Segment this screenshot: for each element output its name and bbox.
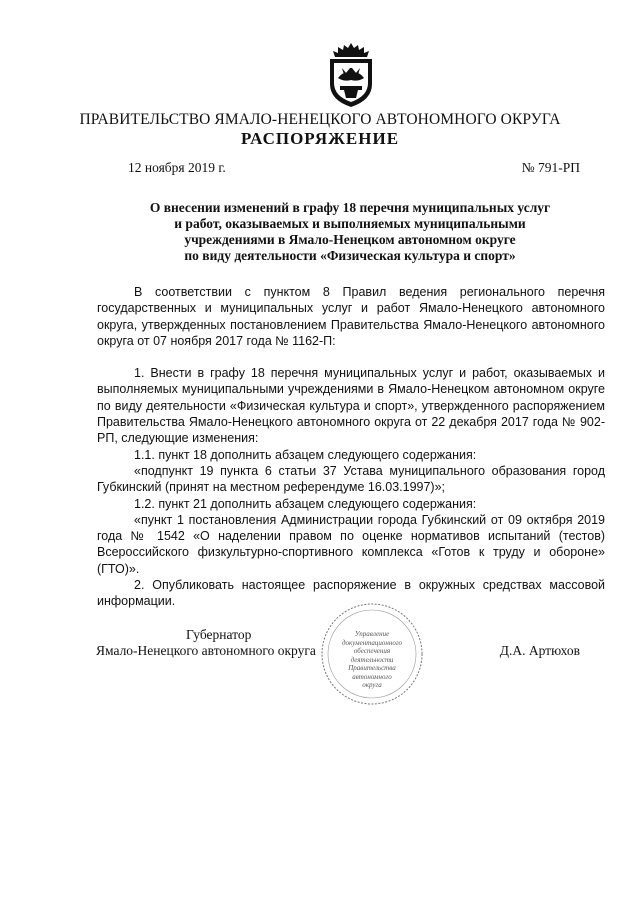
- stamp-line: автономного: [352, 672, 392, 681]
- document-date: 12 ноября 2019 г.: [128, 160, 226, 175]
- stamp-line: обеспечения: [353, 647, 391, 655]
- stamp-line: деятельности: [350, 655, 394, 664]
- document-body: [97, 284, 605, 610]
- subject-line: по виду деятельности «Физическая культура и спорт»: [184, 248, 516, 263]
- stamp-text: [318, 630, 426, 690]
- item-1-2-text-paragraph: «пункт 1 постановления Администрации города Губкинский от 09 октября 2019 года № 1542 «О наделении правом по оценке нормативов испытаний (тестов) Всероссийского физкультурно-спортивного комплекса «Готов к труду и обороне» (ГТО)».: [97, 512, 605, 576]
- subject-line: учреждениями в Ямало-Ненецком автономном округе: [184, 232, 516, 247]
- stamp-line: документационного: [341, 638, 403, 647]
- stamp-line: округа: [362, 681, 382, 689]
- government-name: ПРАВИТЕЛЬСТВО ЯМАЛО-НЕНЕЦКОГО АВТОНОМНОГО ОКРУГА: [79, 111, 561, 128]
- coat-of-arms-emblem: [324, 42, 378, 108]
- signatory-name: Д.А. Артюхов: [499, 643, 580, 658]
- document-number: № 791-РП: [521, 160, 580, 175]
- item-2-paragraph: 2. Опубликовать настоящее распоряжение в окружных средствах массовой информации.: [97, 578, 605, 609]
- item-1-paragraph: 1. Внести в графу 18 перечня муниципальных услуг и работ, оказываемых и выполняемых муниципальными учреждениями в Ямало-Ненецком автономном округе по виду деятельности «Физическая культура и спорт», утвержденного распоряжением Правительства Ямало-Ненецкого автономного округа от 22 декабря 2017 года № 902-РП, следующие изменения:: [97, 366, 605, 446]
- stamp-line: Управление: [354, 630, 390, 638]
- item-1-1-paragraph: 1.1. пункт 18 дополнить абзацем следующего содержания:: [134, 447, 477, 462]
- subject-line: и работ, оказываемых и выполняемых муниципальными: [174, 216, 526, 231]
- document-type-title: РАСПОРЯЖЕНИЕ: [240, 129, 400, 148]
- item-1-1-text-paragraph: «подпункт 19 пункта 6 статьи 37 Устава муниципального образования город Губкинский (принят на местном референдуме 16.03.1997)»;: [97, 463, 605, 495]
- stamp-line: Правительства: [348, 664, 396, 672]
- preamble-paragraph: В соответствии с пунктом 8 Правил ведения регионального перечня государственных и муниципальных услуг и работ Ямало-Ненецкого автономного округа, утвержденных постановлением Правительства Ямало-Ненецкого автономного округа от 07 ноября 2017 года № 1162-П:: [97, 285, 605, 348]
- item-1-2-paragraph: 1.2. пункт 21 дополнить абзацем следующего содержания:: [134, 496, 477, 511]
- signatory-title: Губернатор: [186, 627, 252, 642]
- document-subject: [90, 200, 610, 264]
- signatory-region: Ямало-Ненецкого автономного округа: [96, 643, 316, 658]
- subject-line: О внесении изменений в графу 18 перечня муниципальных услуг: [149, 200, 551, 215]
